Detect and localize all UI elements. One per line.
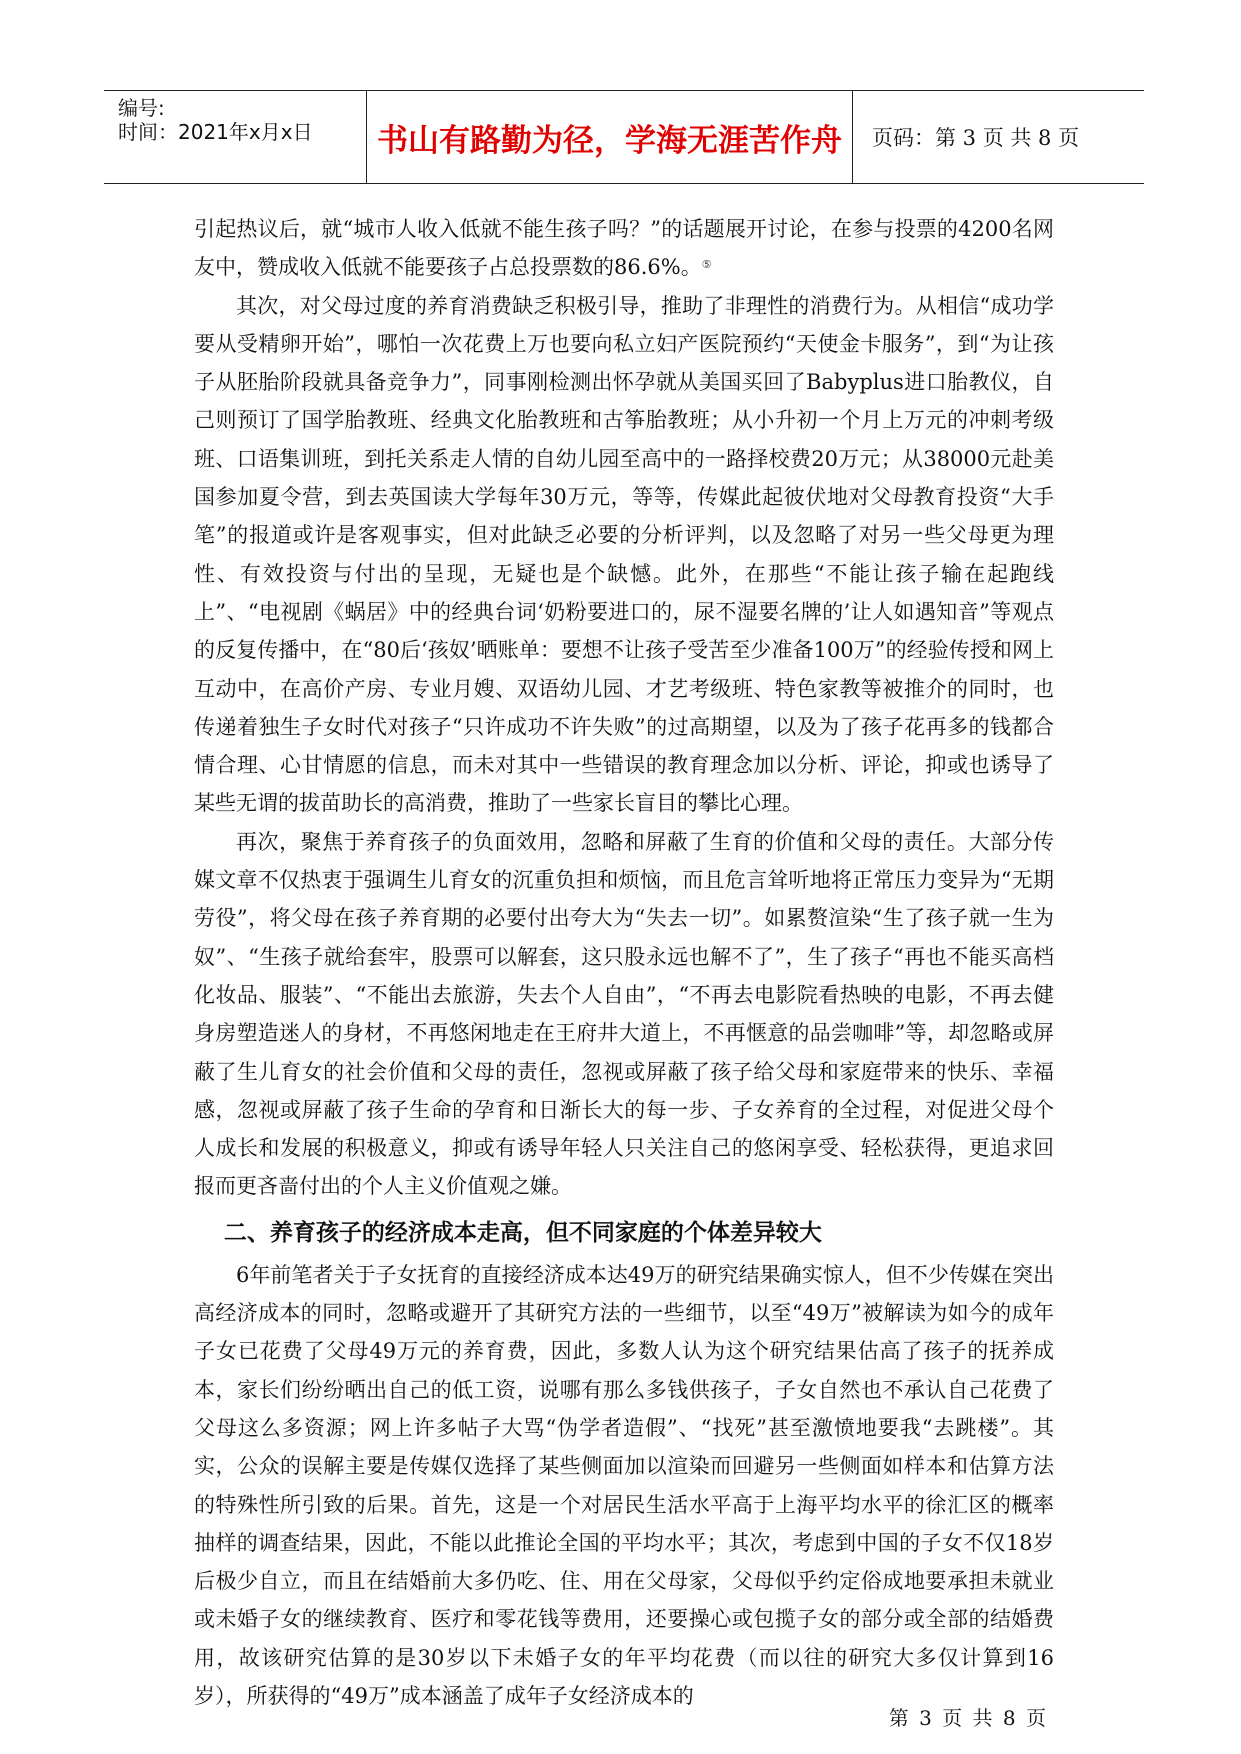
paragraph: 6年前笔者关于子女抚育的直接经济成本达49万的研究结果确实惊人，但不少传媒在突出高经济成本的同时，忽略或避开了其研究方法的一些细节，以至“49万”被解读为如今的成年子女已花费了父母49万元的养育费，因此，多数人认为这个研究结果估高了孩子的抚养成本，家长们纷纷晒出自己的低工资，说哪有那么多钱供孩子，子女自然也不承认自己花费了父母这么多资源；网上许多帖子大骂“伪学者造假”、“找死”甚至激愤地要我“去跳楼”。其实，公众的误解主要是传媒仅选择了某些侧面加以渲染而回避另一些侧面如样本和估算方法的特殊性所引致的后果。首先，这是一个对居民生活水平高于上海平均水平的徐汇区的概率抽样的调查结果，因此，不能以此推论全国的平均水平；其次，考虑到中国的子女不仅18岁后极少自立，而且在结婚前大多仍吃、住、用在父母家，父母似乎约定俗成地要承担未就业或未婚子女的继续教育、医疗和零花钱等费用，还要操心或包揽子女的部分或全部的结婚费用，故该研究估算的是30岁以下未婚子女的年平均花费（而以往的研究大多仅计算到16岁），所获得的“49万”成本涵盖了成年子女经济成本的 (194, 1262, 1054, 1708)
header-page-number: 页码：第 3 页 共 8 页 (872, 126, 1080, 150)
section-heading: 二、养育孩子的经济成本走高，但不同家庭的个体差异较大 (223, 1219, 822, 1246)
document-date-label: 时间：2021年x月x日 (118, 120, 313, 144)
header-meta (118, 91, 378, 183)
page-footer: 第 3 页 共 8 页 (888, 1706, 1048, 1730)
header-motto: 书山有路勤为径，学海无涯苦作舟 (377, 122, 842, 159)
document-number-label: 编号: (118, 96, 165, 120)
paragraph: 其次，对父母过度的养育消费缺乏积极引导，推助了非理性的消费行为。从相信“成功学要从受精卵开始”，哪怕一次花费上万也要向私立妇产医院预约“天使金卡服务”，到“为让孩子从胚胎阶段就具备竞争力”，同事刚检测出怀孕就从美国买回了Babyplus进口胎教仪，自己则预订了国学胎教班、经典文化胎教班和古筝胎教班；从小升初一个月上万元的冲刺考级班、口语集训班，到托关系走人情的自幼儿园至高中的一路择校费20万元；从38000元赴美国参加夏令营，到去英国读大学每年30万元，等等，传媒此起彼伏地对父母教育投资“大手笔”的报道或许是客观事实，但对此缺乏必要的分析评判，以及忽略了对另一些父母更为理性、有效投资与付出的呈现，无疑也是个缺憾。此外，在那些“不能让孩子输在起跑线上”、“电视剧《蜗居》中的经典台词‘奶粉要进口的，尿不湿要名牌的’让人如遇知音”等观点的反复传播中，在“80后‘孩奴’晒账单：要想不让孩子受苦至少准备100万”的经验传授和网上互动中，在高价产房、专业月嫂、双语幼儿园、才艺考级班、特色家教等被推介的同时，也传递着独生子女时代对孩子“只许成功不许失败”的过高期望，以及为了孩子花再多的钱都合情合理、心甘情愿的信息，而未对其中一些错误的教育理念加以分析、评论，抑或也诱导了某些无谓的拔苗助长的高消费，推助了一些家长盲目的攀比心理。 (194, 293, 1054, 816)
page-header (104, 90, 1144, 184)
header-divider (852, 91, 853, 183)
paragraph-text: 引起热议后，就“城市人收入低就不能生孩子吗？”的话题展开讨论，在参与投票的4200名网友中，赞成收入低就不能要孩子占总投票数的86.6%。 (194, 217, 1054, 280)
document-body (194, 210, 1054, 1715)
paragraph (194, 210, 1054, 287)
footnote-marker: ⑤ (701, 258, 712, 272)
paragraph: 再次，聚焦于养育孩子的负面效用，忽略和屏蔽了生育的价值和父母的责任。大部分传媒文章不仅热衷于强调生儿育女的沉重负担和烦恼，而且危言耸听地将正常压力变异为“无期劳役”，将父母在孩子养育期的必要付出夸大为“失去一切”。如累赘渲染“生了孩子就一生为奴”、“生孩子就给套牢，股票可以解套，这只股永远也解不了”，生了孩子“再也不能买高档化妆品、服装”、“不能出去旅游，失去个人自由”，“不再去电影院看热映的电影，不再去健身房塑造迷人的身材，不再悠闲地走在王府井大道上，不再惬意的品尝咖啡”等，却忽略或屏蔽了生儿育女的社会价值和父母的责任，忽视或屏蔽了孩子给父母和家庭带来的快乐、幸福感，忽视或屏蔽了孩子生命的孕育和日渐长大的每一步、子女养育的全过程，对促进父母个人成长和发展的积极意义，抑或有诱导年轻人只关注自己的悠闲享受、轻松获得，更追求回报而更吝啬付出的个人主义价值观之嫌。 (194, 829, 1054, 1199)
